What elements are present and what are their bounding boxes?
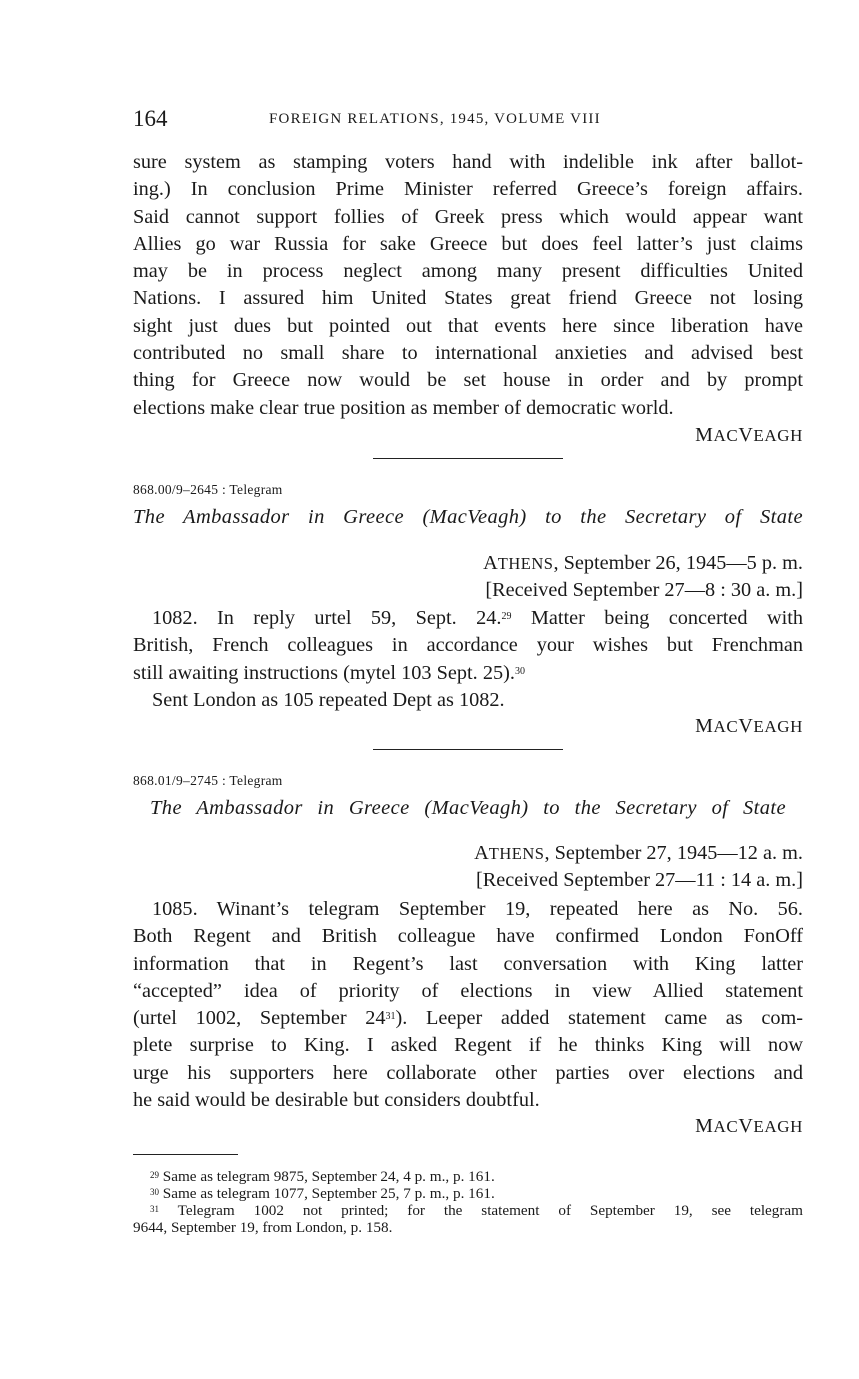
text-line: may be in process neglect among many present difficulties United <box>133 260 803 283</box>
text-line: Sent London as 105 repeated Dept as 1082. <box>152 688 505 711</box>
text-line: Allies go war Russia for sake Greece but does feel latter’s just claims <box>133 232 803 255</box>
text-line: plete surprise to King. I asked Regent if he thinks King will now <box>133 1034 803 1057</box>
place-date: ATHENS, September 27, 1945—12 a. m. <box>474 842 803 864</box>
text-line: he said would be desirable but considers doubtful. <box>133 1089 540 1112</box>
signature-macveagh: MACVEAGH <box>695 1115 803 1137</box>
dateline <box>483 550 803 604</box>
telegram-body <box>133 896 803 1114</box>
document-title: The Ambassador in Greece (MacVeagh) to the Secretary of State <box>133 506 803 528</box>
text-line: urge his supporters here collaborate other parties over elections and <box>133 1061 803 1084</box>
page-number: 164 <box>133 106 168 131</box>
text-line: Said cannot support follies of Greek press which would appear want <box>133 205 803 228</box>
text-line: “accepted” idea of priority of elections in view Allied statement <box>133 979 803 1002</box>
footnote-30: $^{30}$ Same as telegram 1077, September 25, 7 p. m., p. 161. <box>150 1185 495 1202</box>
footnote-ref: 30 <box>514 665 525 677</box>
dateline <box>474 840 803 894</box>
text-line: ing.) In conclusion Prime Minister referred Greece’s foreign affairs. <box>133 178 803 201</box>
text-line: contributed no small share to international anxieties and advised best <box>133 342 803 365</box>
section-divider <box>373 458 563 459</box>
text-line: (urtel 1002, September $24^{31}$). Leeper added statement came as com- <box>133 1007 803 1030</box>
telegram-body <box>133 605 803 714</box>
text-line: elections make clear true position as member of democratic world. <box>133 396 674 419</box>
received-line: [Received September 27—8 : 30 a. m.] <box>485 579 803 601</box>
section-divider <box>373 749 563 750</box>
footnote-ref: 29 <box>501 611 512 622</box>
footnote-divider <box>133 1154 238 1155</box>
footnote-29: $^{29}$ Same as telegram 9875, September 24, 4 p. m., p. 161. <box>150 1168 495 1185</box>
text-line: Both Regent and British colleague have confirmed London FonOff <box>133 925 803 948</box>
text-line: 1085. Winant’s telegram September 19, repeated here as No. 56. <box>152 898 803 920</box>
document-title: The Ambassador in Greece (MacVeagh) to the Secretary of State <box>150 797 786 819</box>
text-line: thing for Greece now would be set house in order and by prompt <box>133 369 803 392</box>
file-reference: 868.00/9–2645 : Telegram <box>133 482 283 497</box>
page-header <box>133 106 803 134</box>
text-line: sight just dues but pointed out that events here since liberation have <box>133 314 803 337</box>
place-date: ATHENS, September 26, 1945—5 p. m. <box>483 552 803 574</box>
text-line: sure system as stamping voters hand with indelible ink after ballot- <box>133 151 803 173</box>
file-reference: 868.01/9–2745 : Telegram <box>133 773 283 788</box>
text-line: still awaiting instructions (mytel 103 Sept. 25).$^{30}$ <box>133 661 525 684</box>
text-line: British, French colleagues in accordance your wishes but Frenchman <box>133 634 803 657</box>
footnote-31-continued: 9644, September 19, from London, p. 158. <box>133 1219 393 1236</box>
footnotes <box>133 1168 803 1236</box>
signature-macveagh: MACVEAGH <box>695 715 803 737</box>
text-line: information that in Regent’s last conversation with King latter <box>133 952 803 975</box>
continuation-paragraph <box>133 149 803 422</box>
text-line: Nations. I assured him United States great friend Greece not losing <box>133 287 803 310</box>
running-title: FOREIGN RELATIONS, 1945, VOLUME VIII <box>269 111 601 127</box>
received-line: [Received September 27—11 : 14 a. m.] <box>475 869 803 891</box>
footnote-31: $^{31}$ Telegram 1002 not printed; for the statement of September 19, see telegram <box>150 1202 803 1219</box>
footnote-ref: 31 <box>385 1011 396 1023</box>
signature-macveagh: MACVEAGH <box>695 424 803 446</box>
text-line: 1082. In reply urtel 59, Sept. 24.29 Matter being concerted with <box>152 607 803 629</box>
